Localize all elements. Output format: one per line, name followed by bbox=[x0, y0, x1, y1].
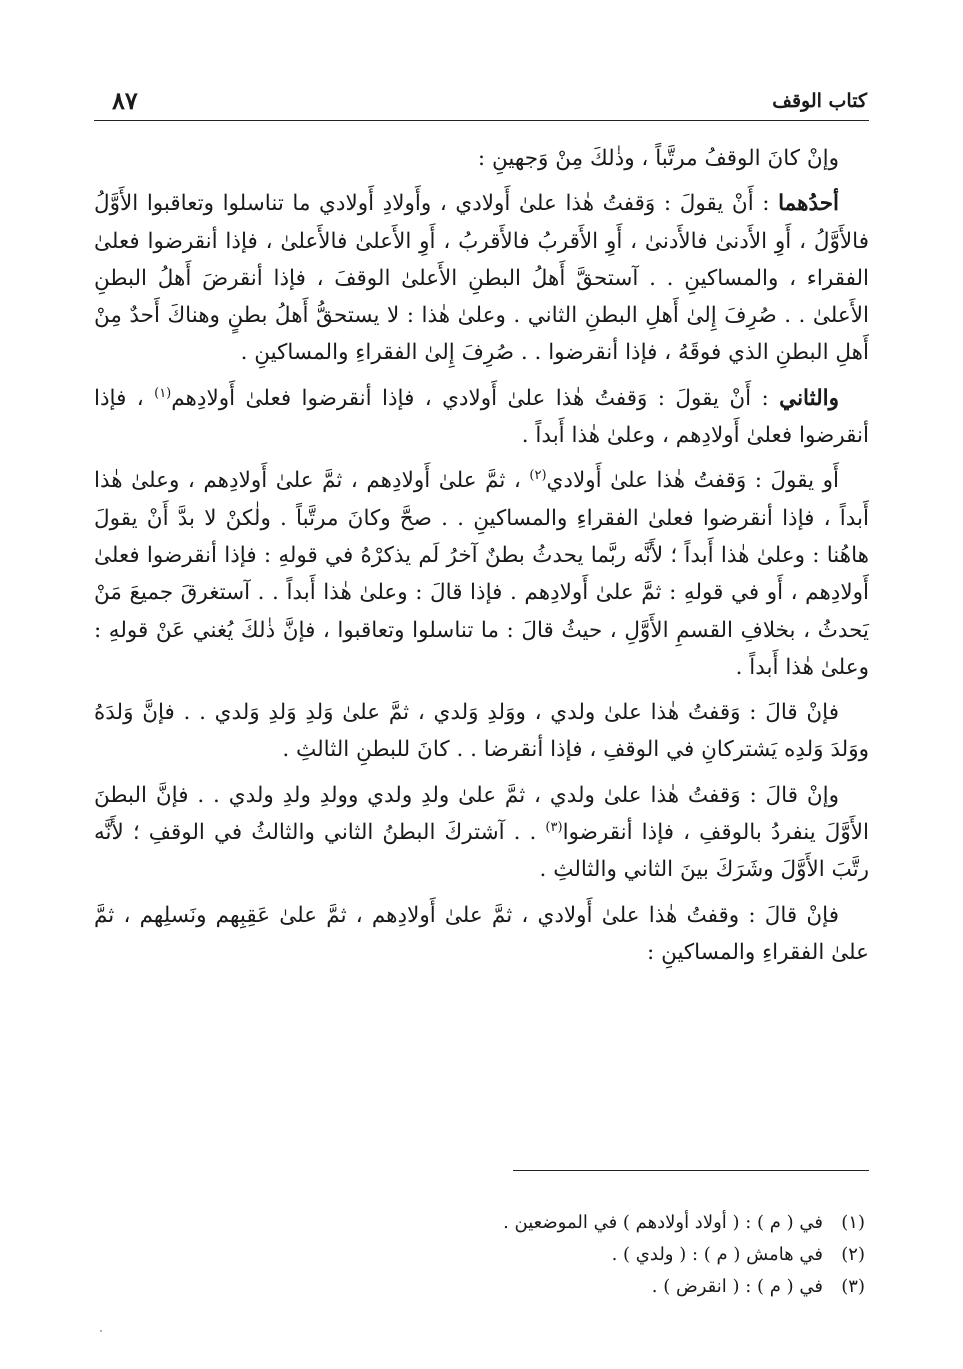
footnote bbox=[94, 1207, 869, 1239]
book-title: كتاب الوقف bbox=[772, 90, 867, 112]
paragraph-text: فإنْ قالَ : وقفتُ هٰذا علىٰ أَولادي ، ثمَّ علىٰ أَولادِهم ، ثمَّ علىٰ عَقِبِهم ونَسلِهم ، ثمَّ علىٰ الفقراءِ والمساكينِ : bbox=[94, 902, 869, 965]
footnote-text: في ( م ) : ( أولاد أولادهم ) في الموضعين . bbox=[503, 1212, 823, 1233]
paragraph-text: فإنْ قالَ : وَقفتُ هٰذا علىٰ ولدي ، ووَلدِ وَلدي ، ثمَّ علىٰ وَلدِ وَلدِ وَلدي . . فإنَّ وَلدَهُ ووَلدَ وَلدِه يَشتركانِ في الوقفِ ، فإذا أنقرضا . . كانَ للبطنِ الثالثِ . bbox=[94, 700, 869, 763]
paragraph-text: وإنْ كانَ الوقفُ مرتَّباً ، وذٰلكَ مِنْ وَجهينِ : bbox=[477, 146, 839, 171]
main-text bbox=[94, 140, 869, 979]
paragraph bbox=[94, 462, 869, 686]
footnote-text: في ( م ) : ( انقرض ) . bbox=[651, 1276, 823, 1297]
scan-speck bbox=[100, 1330, 102, 1332]
footnote bbox=[94, 1271, 869, 1303]
footnote-text: في هامش ( م ) : ( ولدي ) . bbox=[611, 1244, 823, 1265]
footnote-separator bbox=[513, 1170, 869, 1171]
page-number: ٨٧ bbox=[112, 86, 138, 115]
paragraph bbox=[94, 694, 869, 769]
paragraph-text: ، فإذا أنقرضوا فعلىٰ أَولادِهم ، وعلىٰ هٰذا أَبداً . bbox=[94, 385, 869, 449]
paragraph bbox=[94, 140, 869, 177]
footnote-ref[interactable]: (١) bbox=[154, 385, 172, 401]
footnote-number: (١) bbox=[841, 1212, 865, 1233]
paragraph-text: ، ثمَّ علىٰ أَولادِهم ، ثمَّ علىٰ أَولادِهم ، وعلىٰ هٰذا أَبداً ، فإذا أنقرضوا فعلىٰ الفقراءِ والمساكينِ . . صحَّ وكانَ مرتَّباً . ولٰكنْ لا بدَّ أَنْ يقولَ هاهُنا : وعلىٰ هٰذا أَبداً ؛ لأَنَّه ربَّما يحدثُ بطنٌ آخرُ لَم يذكرْهُ في قولهِ : فإذا أنقرضوا فعلىٰ أَولادِهم ، أَو في قولهِ : ثمَّ علىٰ أَولادِهم . فإذا قالَ : وعلىٰ هٰذا أَبداً . . آستغرقَ جميعَ مَنْ يَحدثُ ، بخلافِ القسمِ الأَوَّلِ ، حيثُ قالَ : ما تناسلوا وتعاقبوا ، فإنَّ ذٰلكَ يُغني عَنْ قولهِ : وعلىٰ هٰذا أَبداً . bbox=[94, 468, 869, 680]
footnote bbox=[94, 1239, 869, 1271]
paragraph bbox=[94, 380, 869, 455]
paragraph bbox=[94, 185, 869, 371]
paragraph bbox=[94, 897, 869, 972]
paragraph-text: وإنْ قالَ : وَقفتُ هٰذا علىٰ ولدي ، ثمَّ علىٰ ولدِ ولدي وولدِ ولدِ ولدي . . فإنَّ البطنَ الأَوَّلَ ينفردُ بالوقفِ ، فإذا أنقرضوا bbox=[94, 782, 869, 846]
footnotes bbox=[94, 1207, 869, 1303]
footnote-number: (٣) bbox=[841, 1276, 865, 1297]
paragraph-text: . . آشتركَ البطنُ الثاني والثالثُ في الوقفِ ؛ لأَنَّه رتَّبَ الأَوَّلَ وشَرَكَ بينَ الثاني والثالثِ . bbox=[94, 820, 869, 883]
footnote-ref[interactable]: (٢) bbox=[529, 468, 547, 484]
running-header bbox=[94, 84, 869, 121]
paragraph-text: : أَنْ يقولَ : وَقفتُ هٰذا علىٰ أَولادي ، فإذا أنقرضوا فعلىٰ أَولادِهم bbox=[171, 385, 780, 411]
footnote-ref[interactable]: (٣) bbox=[545, 819, 563, 835]
paragraph-text: : أَنْ يقولَ : وَقفتُ هٰذا علىٰ أَولادي ، وأَولادِ أَولادي ما تناسلوا وتعاقبوا الأَوَّلُ فالأَوَّلُ ، أَوِ الأَدنىٰ فالأَدنىٰ ، أَوِ الأَقربُ فالأَقربُ ، أَوِ الأَعلىٰ فالأَعلىٰ ، فإذا أنقرضوا فعلىٰ الفقراء ، والمساكينِ . . آستحقَّ أَهلُ البطنِ الأَعلىٰ الوقفَ ، فإذا أنقرضَ أَهلُ البطنِ الأَعلىٰ . . صُرِفَ إِلىٰ أَهلِ البطنِ الثاني . وعلىٰ هٰذا : لا يستحقُّ أَهلُ بطنٍ وهناكَ أَحدٌ مِنْ أَهلِ البطنِ الذي فوقَهُ ، فإذا أنقرضوا . . صُرِفَ إِلىٰ الفقراءِ والمساكينِ . bbox=[94, 191, 869, 366]
footnote-number: (٢) bbox=[841, 1244, 865, 1265]
paragraph-text: أَو يقولَ : وَقفتُ هٰذا علىٰ أَولادي bbox=[546, 468, 839, 494]
paragraph bbox=[94, 777, 869, 889]
paragraph-lead: والثاني bbox=[779, 385, 840, 411]
paragraph-lead: أحدُهما bbox=[778, 191, 839, 217]
